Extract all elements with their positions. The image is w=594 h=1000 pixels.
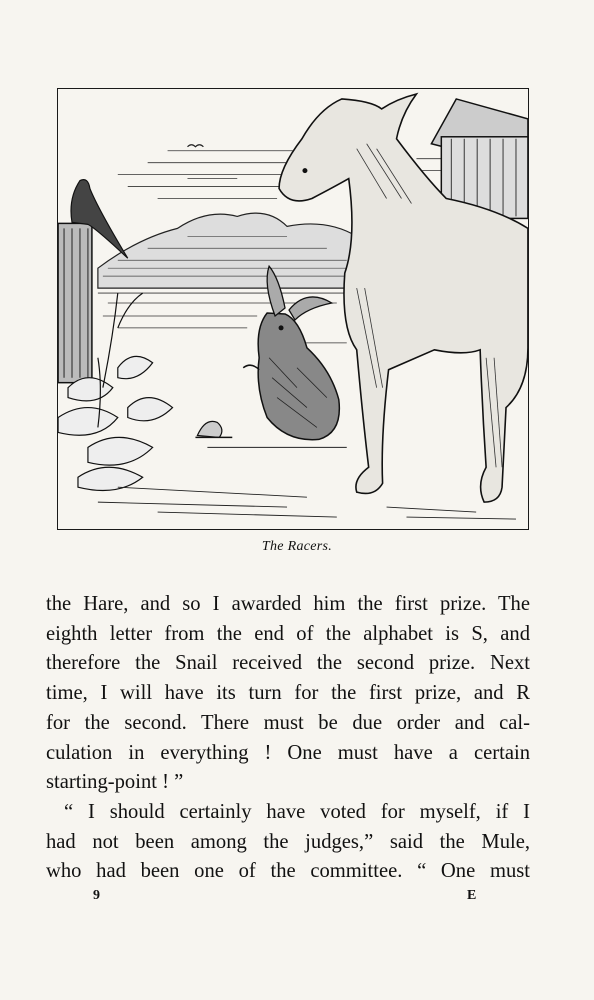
distant-hills: [98, 213, 357, 288]
text-line: for the second. There must be due order and cal-: [46, 711, 530, 734]
text-line: starting-point ! ”: [46, 771, 184, 794]
text-line: time, I will have its turn for the first prize, and R: [46, 682, 530, 705]
illustration-caption: The Racers.: [261, 539, 333, 554]
text-line: the Hare, and so I awarded him the first prize. The: [46, 593, 530, 615]
fence-post: [58, 223, 92, 382]
text-line: had not been among the judges,” said the Mule,: [46, 830, 530, 853]
text-line: culation in everything ! One must have a certain: [46, 741, 530, 764]
mule-eye: [302, 168, 307, 173]
signature-mark: E: [467, 888, 477, 903]
hare-eye: [279, 325, 284, 330]
text-line: “ I should certainly have voted for myself, if I: [64, 800, 530, 823]
text-line: therefore the Snail received the second prize. Next: [46, 652, 530, 675]
page-number: 9: [93, 888, 100, 903]
body-text: [46, 590, 530, 887]
distant-bird-icon: [187, 145, 203, 147]
illustration-the-racers: [57, 88, 529, 530]
text-line: who had been one of the committee. “ One must: [46, 860, 530, 883]
hare-ear-right: [289, 297, 332, 320]
hare-figure: [243, 266, 339, 440]
engraving-drawing: [58, 89, 528, 529]
snail-icon: [197, 421, 221, 437]
text-line: eighth letter from the end of the alphabet is S, and: [46, 622, 530, 645]
ground-hatching: [98, 447, 516, 519]
hare-paws: [243, 365, 259, 370]
